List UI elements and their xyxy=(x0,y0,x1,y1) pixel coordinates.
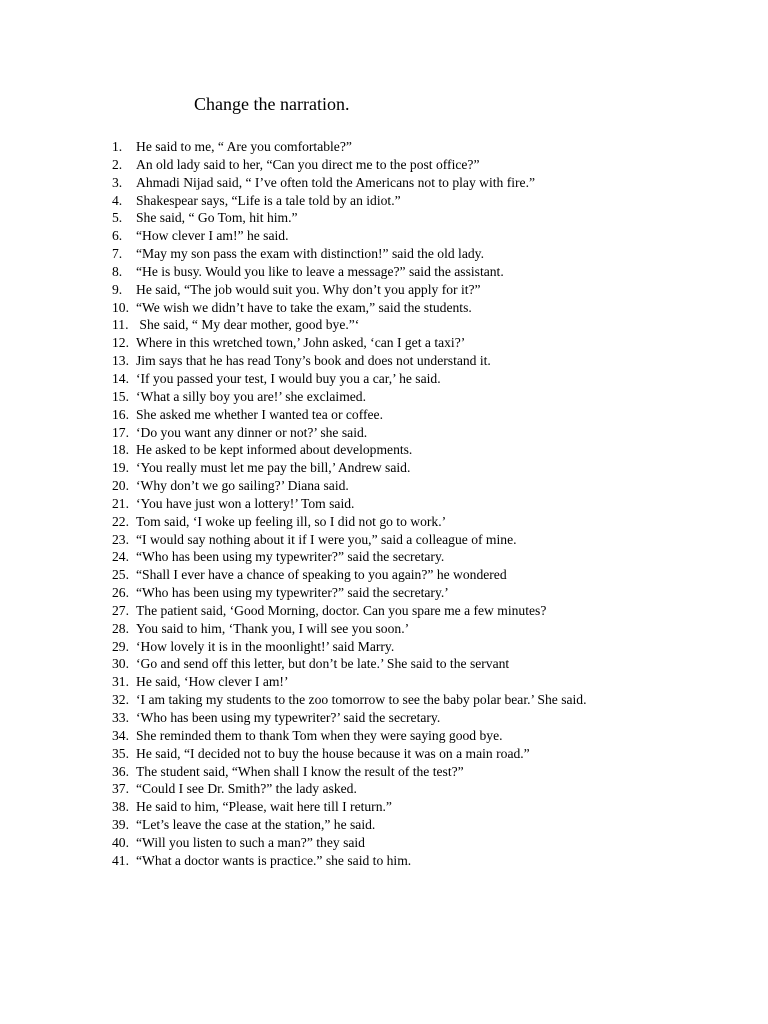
item-number: 6. xyxy=(112,228,123,244)
item-number: 4. xyxy=(112,192,123,208)
item-number: 32. xyxy=(112,692,129,708)
item-number: 18. xyxy=(112,442,129,458)
list-item xyxy=(112,834,587,852)
list-item xyxy=(112,156,587,174)
list-item xyxy=(112,513,587,531)
item-sentence: ‘Go and send off this letter, but don’t be late.’ She said to the servant xyxy=(136,656,510,672)
item-number: 40. xyxy=(112,834,129,850)
item-sentence: Where in this wretched town,’ John asked, ‘can I get a taxi?’ xyxy=(136,335,466,351)
list-item xyxy=(112,424,587,442)
item-sentence: He said, ‘How clever I am!’ xyxy=(136,674,289,690)
list-item xyxy=(112,673,587,691)
item-number: 28. xyxy=(112,620,129,636)
list-item xyxy=(112,763,587,781)
item-number: 9. xyxy=(112,281,123,297)
list-item xyxy=(112,334,587,352)
item-number: 23. xyxy=(112,531,129,547)
list-item xyxy=(112,709,587,727)
list-item xyxy=(112,727,587,745)
item-sentence: She reminded them to thank Tom when they were saying good bye. xyxy=(136,727,503,743)
item-number: 22. xyxy=(112,513,129,529)
item-sentence: ‘How lovely it is in the moonlight!’ said Marry. xyxy=(136,638,395,654)
item-number: 13. xyxy=(112,353,129,369)
item-number: 12. xyxy=(112,335,129,351)
item-sentence: Shakespear says, “Life is a tale told by an idiot.” xyxy=(136,192,401,208)
list-item xyxy=(112,620,587,638)
item-number: 38. xyxy=(112,799,129,815)
item-sentence: He said, “The job would suit you. Why don’t you apply for it?” xyxy=(136,281,481,297)
item-sentence: ‘What a silly boy you are!’ she exclaimed. xyxy=(136,388,366,404)
item-number: 8. xyxy=(112,263,123,279)
exercise-list xyxy=(112,138,587,870)
item-sentence: ‘Why don’t we go sailing?’ Diana said. xyxy=(136,478,349,494)
item-number: 7. xyxy=(112,246,123,262)
item-number: 10. xyxy=(112,299,129,315)
item-sentence: ‘You really must let me pay the bill,’ Andrew said. xyxy=(136,460,411,476)
list-item xyxy=(112,602,587,620)
list-item xyxy=(112,299,587,317)
item-sentence: She said, “ My dear mother, good bye.”‘ xyxy=(136,317,360,333)
list-item xyxy=(112,852,587,870)
list-item xyxy=(112,548,587,566)
item-sentence: “How clever I am!” he said. xyxy=(136,228,289,244)
item-sentence: He said to me, “ Are you comfortable?” xyxy=(136,139,352,154)
item-number: 11. xyxy=(112,317,129,333)
list-item xyxy=(112,316,587,334)
item-sentence: He asked to be kept informed about developments. xyxy=(136,442,413,458)
item-number: 34. xyxy=(112,727,129,743)
list-item xyxy=(112,174,587,192)
item-sentence: “Could I see Dr. Smith?” the lady asked. xyxy=(136,781,357,797)
list-item xyxy=(112,227,587,245)
list-item xyxy=(112,281,587,299)
item-number: 33. xyxy=(112,710,129,725)
item-sentence: “May my son pass the exam with distinction!” said the old lady. xyxy=(136,246,484,262)
item-sentence: The patient said, ‘Good Morning, doctor. Can you spare me a few minutes? xyxy=(136,602,547,618)
item-sentence: ‘If you passed your test, I would buy you a car,’ he said. xyxy=(136,370,441,386)
item-number: 37. xyxy=(112,781,129,797)
item-sentence: ‘Do you want any dinner or not?’ she said. xyxy=(136,424,368,440)
item-sentence: Ahmadi Nijad said, “ I’ve often told the Americans not to play with fire.” xyxy=(136,174,536,190)
list-item xyxy=(112,780,587,798)
list-item xyxy=(112,798,587,816)
item-number: 24. xyxy=(112,549,129,565)
item-number: 5. xyxy=(112,210,123,226)
item-sentence: “We wish we didn’t have to take the exam,” said the students. xyxy=(136,299,472,315)
page-title: Change the narration. xyxy=(194,94,350,114)
item-number: 27. xyxy=(112,602,129,618)
list-item xyxy=(112,691,587,709)
item-number: 1. xyxy=(112,139,123,154)
item-sentence: He said, “I decided not to buy the house because it was on a main road.” xyxy=(136,745,530,761)
item-sentence: Tom said, ‘I woke up feeling ill, so I did not go to work.’ xyxy=(136,513,447,529)
item-sentence: “He is busy. Would you like to leave a message?” said the assistant. xyxy=(136,263,504,279)
item-sentence: “Will you listen to such a man?” they said xyxy=(136,834,365,850)
list-item xyxy=(112,209,587,227)
item-sentence: ‘Who has been using my typewriter?’ said the secretary. xyxy=(136,710,441,725)
item-sentence: “Let’s leave the case at the station,” he said. xyxy=(136,817,376,833)
item-sentence: “Who has been using my typewriter?” said the secretary. xyxy=(136,549,445,565)
list-item xyxy=(112,245,587,263)
list-item xyxy=(112,263,587,281)
item-sentence: ‘I am taking my students to the zoo tomorrow to see the baby polar bear.’ She said. xyxy=(136,692,587,708)
list-item xyxy=(112,138,587,156)
item-number: 26. xyxy=(112,585,129,601)
item-sentence: “Shall I ever have a chance of speaking to you again?” he wondered xyxy=(136,567,507,583)
item-sentence: Jim says that he has read Tony’s book and does not understand it. xyxy=(136,353,491,369)
item-sentence: “Who has been using my typewriter?” said the secretary.’ xyxy=(136,585,449,601)
item-sentence: “What a doctor wants is practice.” she said to him. xyxy=(136,852,412,868)
item-sentence: She asked me whether I wanted tea or coffee. xyxy=(136,406,383,422)
list-item xyxy=(112,477,587,495)
list-item xyxy=(112,459,587,477)
item-number: 30. xyxy=(112,656,129,672)
item-number: 25. xyxy=(112,567,129,583)
list-item xyxy=(112,192,587,210)
list-item xyxy=(112,638,587,656)
item-number: 20. xyxy=(112,478,129,494)
list-item xyxy=(112,352,587,370)
item-sentence: She said, “ Go Tom, hit him.” xyxy=(136,210,298,226)
item-sentence: He said to him, “Please, wait here till I return.” xyxy=(136,799,392,815)
item-number: 36. xyxy=(112,763,129,779)
item-number: 2. xyxy=(112,156,123,172)
item-sentence: ‘You have just won a lottery!’ Tom said. xyxy=(136,495,355,511)
list-item xyxy=(112,566,587,584)
list-item xyxy=(112,655,587,673)
item-number: 35. xyxy=(112,745,129,761)
list-item xyxy=(112,531,587,549)
list-item xyxy=(112,584,587,602)
item-sentence: The student said, “When shall I know the result of the test?” xyxy=(136,763,464,779)
list-item xyxy=(112,441,587,459)
item-sentence: “I would say nothing about it if I were you,” said a colleague of mine. xyxy=(136,531,517,547)
item-number: 15. xyxy=(112,388,129,404)
list-item xyxy=(112,388,587,406)
item-number: 3. xyxy=(112,174,123,190)
list-item xyxy=(112,370,587,388)
item-number: 17. xyxy=(112,424,129,440)
item-sentence: An old lady said to her, “Can you direct me to the post office?” xyxy=(136,156,480,172)
item-number: 19. xyxy=(112,460,129,476)
list-item xyxy=(112,745,587,763)
item-number: 39. xyxy=(112,817,129,833)
list-item xyxy=(112,406,587,424)
item-number: 21. xyxy=(112,495,129,511)
item-sentence: You said to him, ‘Thank you, I will see you soon.’ xyxy=(136,620,410,636)
item-number: 29. xyxy=(112,638,129,654)
list-item xyxy=(112,816,587,834)
item-number: 14. xyxy=(112,370,129,386)
item-number: 16. xyxy=(112,406,129,422)
item-number: 31. xyxy=(112,674,129,690)
list-item xyxy=(112,495,587,513)
item-number: 41. xyxy=(112,852,129,868)
